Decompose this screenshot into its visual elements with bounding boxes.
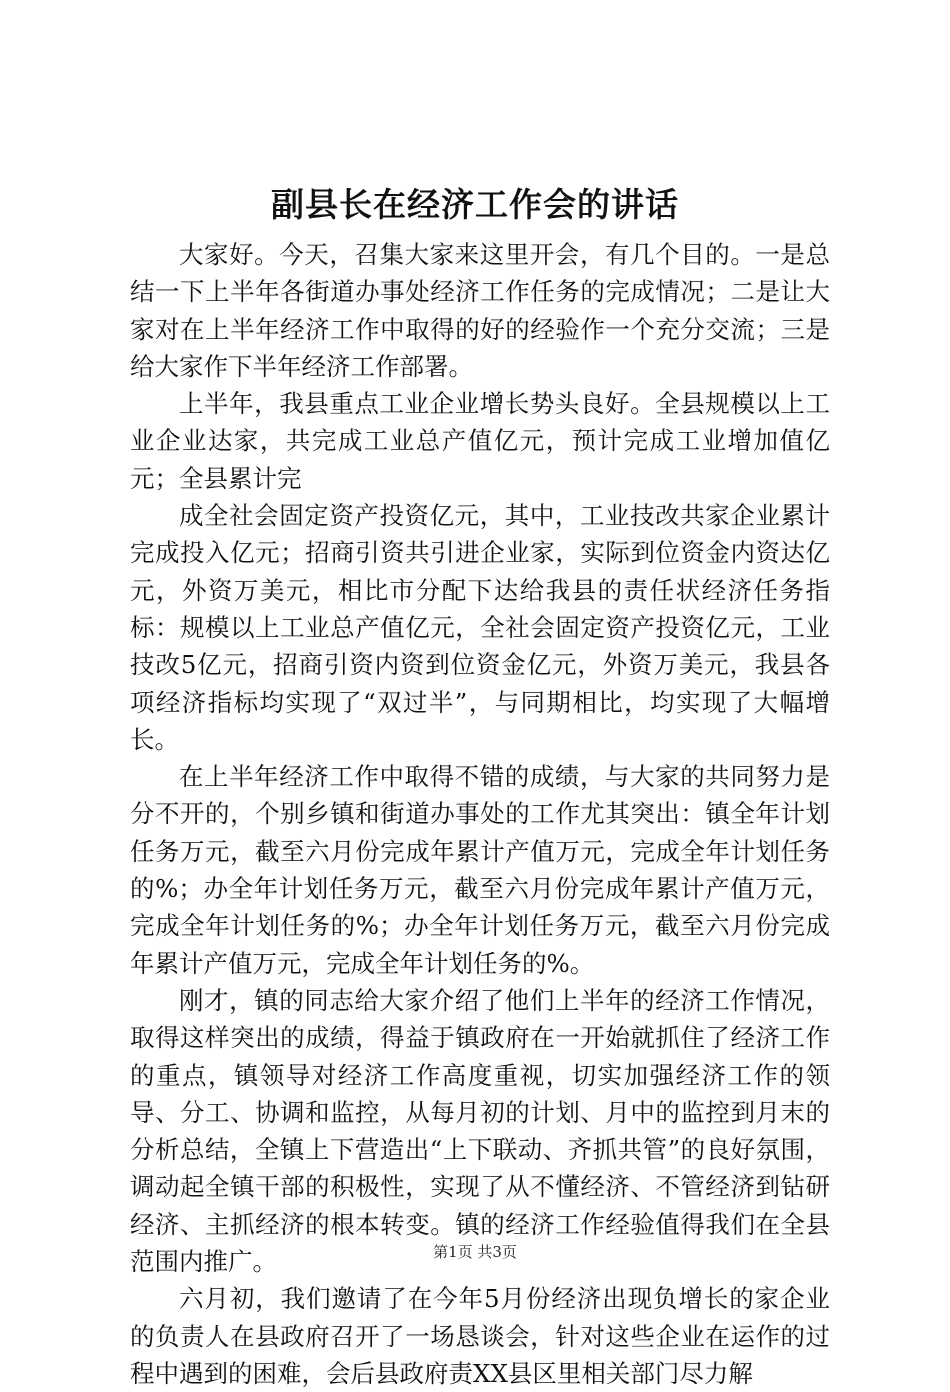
- paragraph: 成全社会固定资产投资亿元，其中，工业技改共家企业累计完成投入亿元；招商引资共引进企业家，实际到位资金内资达亿元，外资万美元，相比市分配下达给我县的责任状经济任务指标：规模以上工业总产值亿元，全社会固定资产投资亿元，工业技改5亿元，招商引资内资到位资金亿元，外资万美元，我县各项经济指标均实现了“双过半”，与同期相比，均实现了大幅增长。: [130, 501, 830, 754]
- paragraph: 上半年，我县重点工业企业增长势头良好。全县规模以上工业企业达家，共完成工业总产值亿元，预计完成工业增加值亿元；全县累计完: [130, 389, 830, 493]
- document-title: 副县长在经济工作会的讲话: [271, 185, 679, 224]
- paragraph: 在上半年经济工作中取得不错的成绩，与大家的共同努力是分不开的，个别乡镇和街道办事处的工作尤其突出：镇全年计划任务万元，截至六月份完成年累计产值万元，完成全年计划任务的%；办全年计划任务万元，截至六月份完成年累计产值万元，完成全年计划任务的%；办全年计划任务万元，截至六月份完成年累计产值万元，完成全年计划任务的%。: [130, 762, 830, 978]
- document-body: [130, 236, 830, 1392]
- paragraph: 六月初，我们邀请了在今年5月份经济出现负增长的家企业的负责人在县政府召开了一场恳谈会，针对这些企业在运作的过程中遇到的困难，会后县政府责XX县区里相关部门尽力解: [130, 1284, 830, 1388]
- paragraph: 大家好。今天，召集大家来这里开会，有几个目的。一是总结一下上半年各街道办事处经济工作任务的完成情况；二是让大家对在上半年经济工作中取得的好的经验作一个充分交流；三是给大家作下半年经济工作部署。: [130, 240, 830, 381]
- paragraph: 刚才，镇的同志给大家介绍了他们上半年的经济工作情况，取得这样突出的成绩，得益于镇政府在一开始就抓住了经济工作的重点，镇领导对经济工作高度重视，切实加强经济工作的领导、分工、协调和监控，从每月初的计划、月中的监控到月末的分析总结，全镇上下营造出“上下联动、齐抓共管”的良好氛围，调动起全镇干部的积极性，实现了从不懂经济、不管经济到钻研经济、主抓经济的根本转变。镇的经济工作经验值得我们在全县范围内推广。: [130, 985, 830, 1277]
- page-number-footer: 第1页 共3页: [433, 1243, 517, 1261]
